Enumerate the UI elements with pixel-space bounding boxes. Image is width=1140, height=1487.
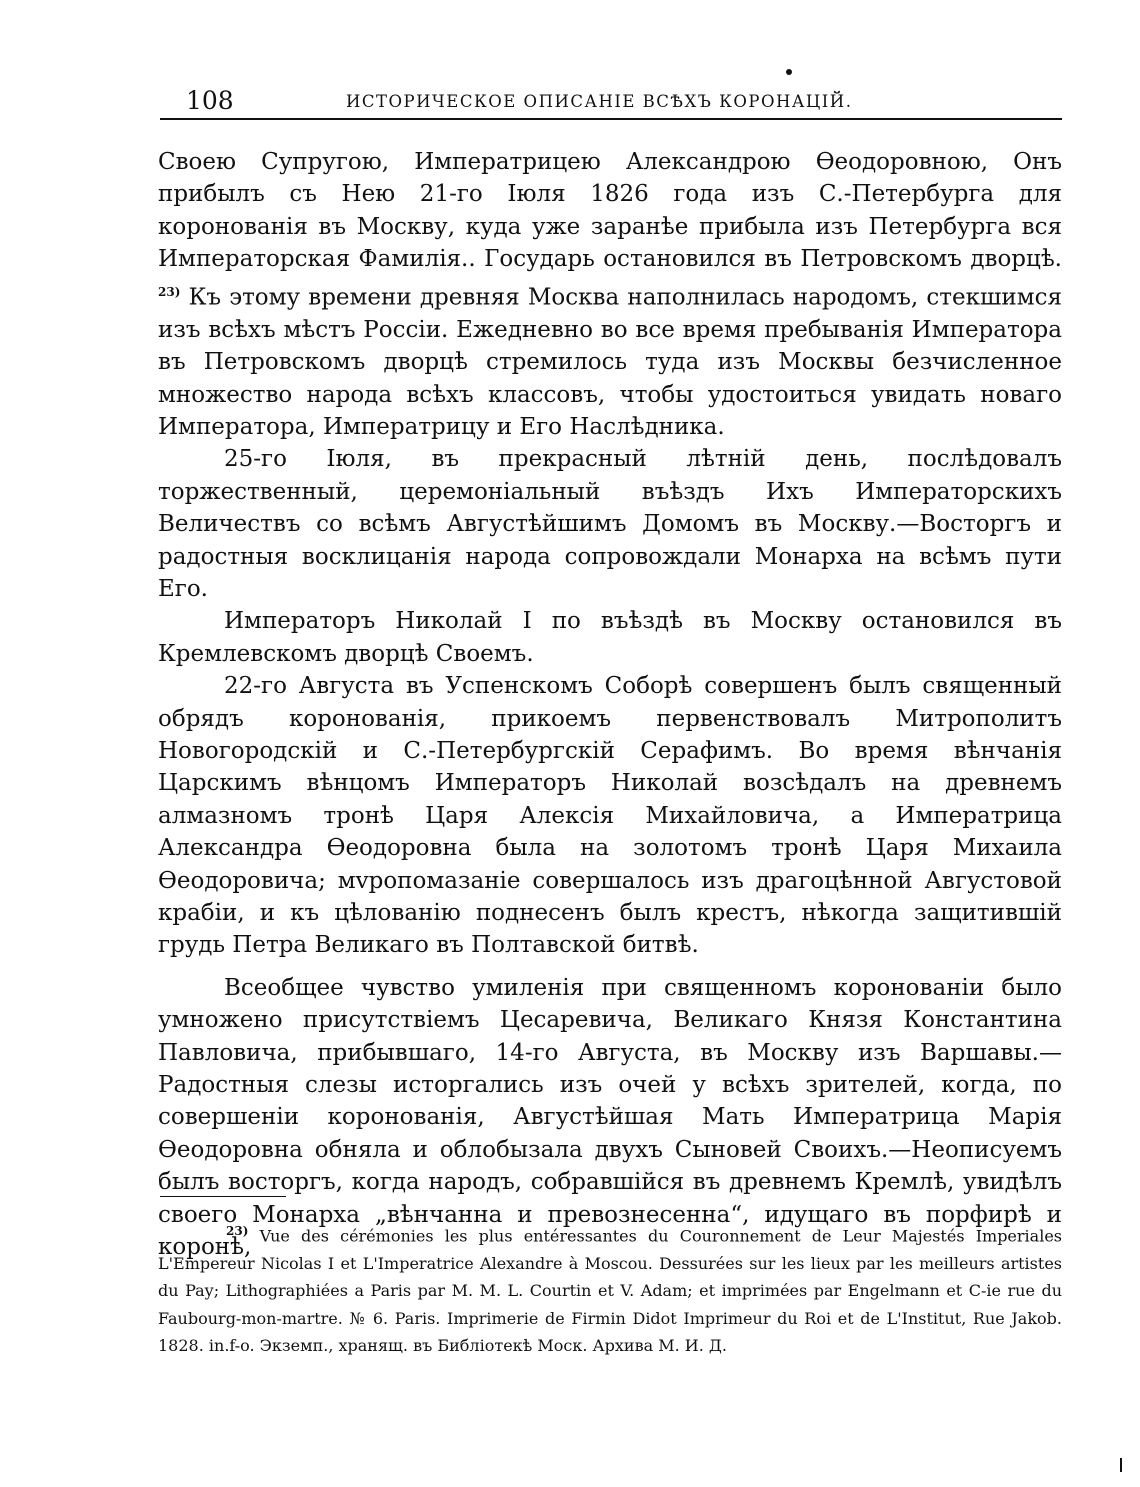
running-title: ИСТОРИЧЕСКОЕ ОПИСАНІЕ ВСѢХЪ КОРОНАЦІЙ. (346, 92, 853, 111)
footnote-reference: 23) (158, 284, 181, 299)
ink-dot (786, 69, 792, 75)
paragraph: Императоръ Николай I по въѣздѣ въ Москву остановился въ Кремлевскомъ дворцѣ Своемъ. (158, 608, 1062, 667)
footnote-rule (160, 1196, 286, 1197)
paragraph: 25-го Іюля, въ прекрасный лѣтній день, послѣдовалъ торжественный, церемоніальный въѣздъ Ихъ Императорскихъ Величествъ со всѣмъ Августѣйшимъ Домомъ въ Москву.—Восторгъ и радостныя восклицанія народа сопровождали Монарха на всѣмъ пути Его. (158, 446, 1062, 602)
footnote-marker: 23) (226, 1224, 249, 1238)
paragraph (158, 146, 1062, 443)
paragraph-text: Своею Супругою, Императрицею Александрою Өеодоровною, Онъ прибылъ съ Нею 21-го Іюля 1826 года изъ С.-Петербурга для коронованія въ Москву, куда уже заранѣе прибыла изъ Петербурга вся Императорская Фамилія.. Государь остановился въ Петровскомъ дворцѣ. (158, 149, 1062, 273)
page-header (160, 84, 1062, 120)
page-number: 108 (186, 86, 234, 115)
page-edge-mark (1120, 1458, 1122, 1472)
paragraph-text: Къ этому времени древняя Москва наполнилась народомъ, стекшимся изъ всѣхъ мѣстъ Россіи. Ежедневно во все время пребыванія Императора въ Петровскомъ дворцѣ стремилось туда изъ Москвы безчисленное множество народа всѣхъ классовъ, чтобы удостоиться увидать новаго Императора, Императрицу и Его Наслѣдника. (158, 284, 1062, 440)
paragraph: Всеобщее чувство умиленія при священномъ коронованіи было умножено присутствіемъ Цесаревича, Великаго Князя Константина Павловича, прибывшаго, 14-го Августа, въ Москву изъ Варшавы.—Радостныя слезы исторгались изъ очей у всѣхъ зрителей, когда, по совершеніи коронованія, Августѣйшая Мать Императрица Марія Өеодоровна обняла и облобызала двухъ Сыновей Своихъ.—Неописуемъ былъ восторгъ, когда народъ, собравшійся въ древнемъ Кремлѣ, увидѣлъ своего Монарха „вѣнчанна и превознесенна“, идущаго въ порфирѣ и коронѣ, (158, 974, 1062, 1261)
main-text (158, 146, 1062, 1263)
paragraph: 22-го Августа въ Успенскомъ Соборѣ совершенъ былъ священный обрядъ коронованія, прикоемъ первенствовалъ Митрополитъ Новогородскій и С.-Петербургскій Серафимъ. Во время вѣнчанія Царскимъ вѣнцомъ Императоръ Николай возсѣдалъ на древнемъ алмазномъ тронѣ Царя Алексія Михайловича, а Императрица Александра Өеодоровна была на золотомъ тронѣ Царя Михаила Өеодоровича; мvропомазаніе совершалось изъ драгоцѣнной Августовой крабіи, и къ цѣлованію поднесенъ былъ крестъ, нѣкогда защитившій грудь Петра Великаго въ Полтавской битвѣ. (158, 673, 1062, 959)
footnote (158, 1218, 1062, 1360)
footnote-text: Vue des cérémonies les plus entéressantes du Couronnement de Leur Majestés Imperiales L'Empereur Nicolas I et L'Imperatrice Alexandre à Moscou. Dessurées sur les lieux par les meilleurs artistes du Pay; Lithographiées a Paris par M. M. L. Courtin et V. Adam; et imprimées par Engelmann et C-ie rue du Faubourg-mon-martre. № 6. Paris. Imprimerie de Firmin Didot Imprimeur du Roi et de L'Institut, Rue Jakob. 1828. in.f-o. Экземп., хранящ. въ Библіотекѣ Моск. Архива М. И. Д. (158, 1226, 1063, 1356)
